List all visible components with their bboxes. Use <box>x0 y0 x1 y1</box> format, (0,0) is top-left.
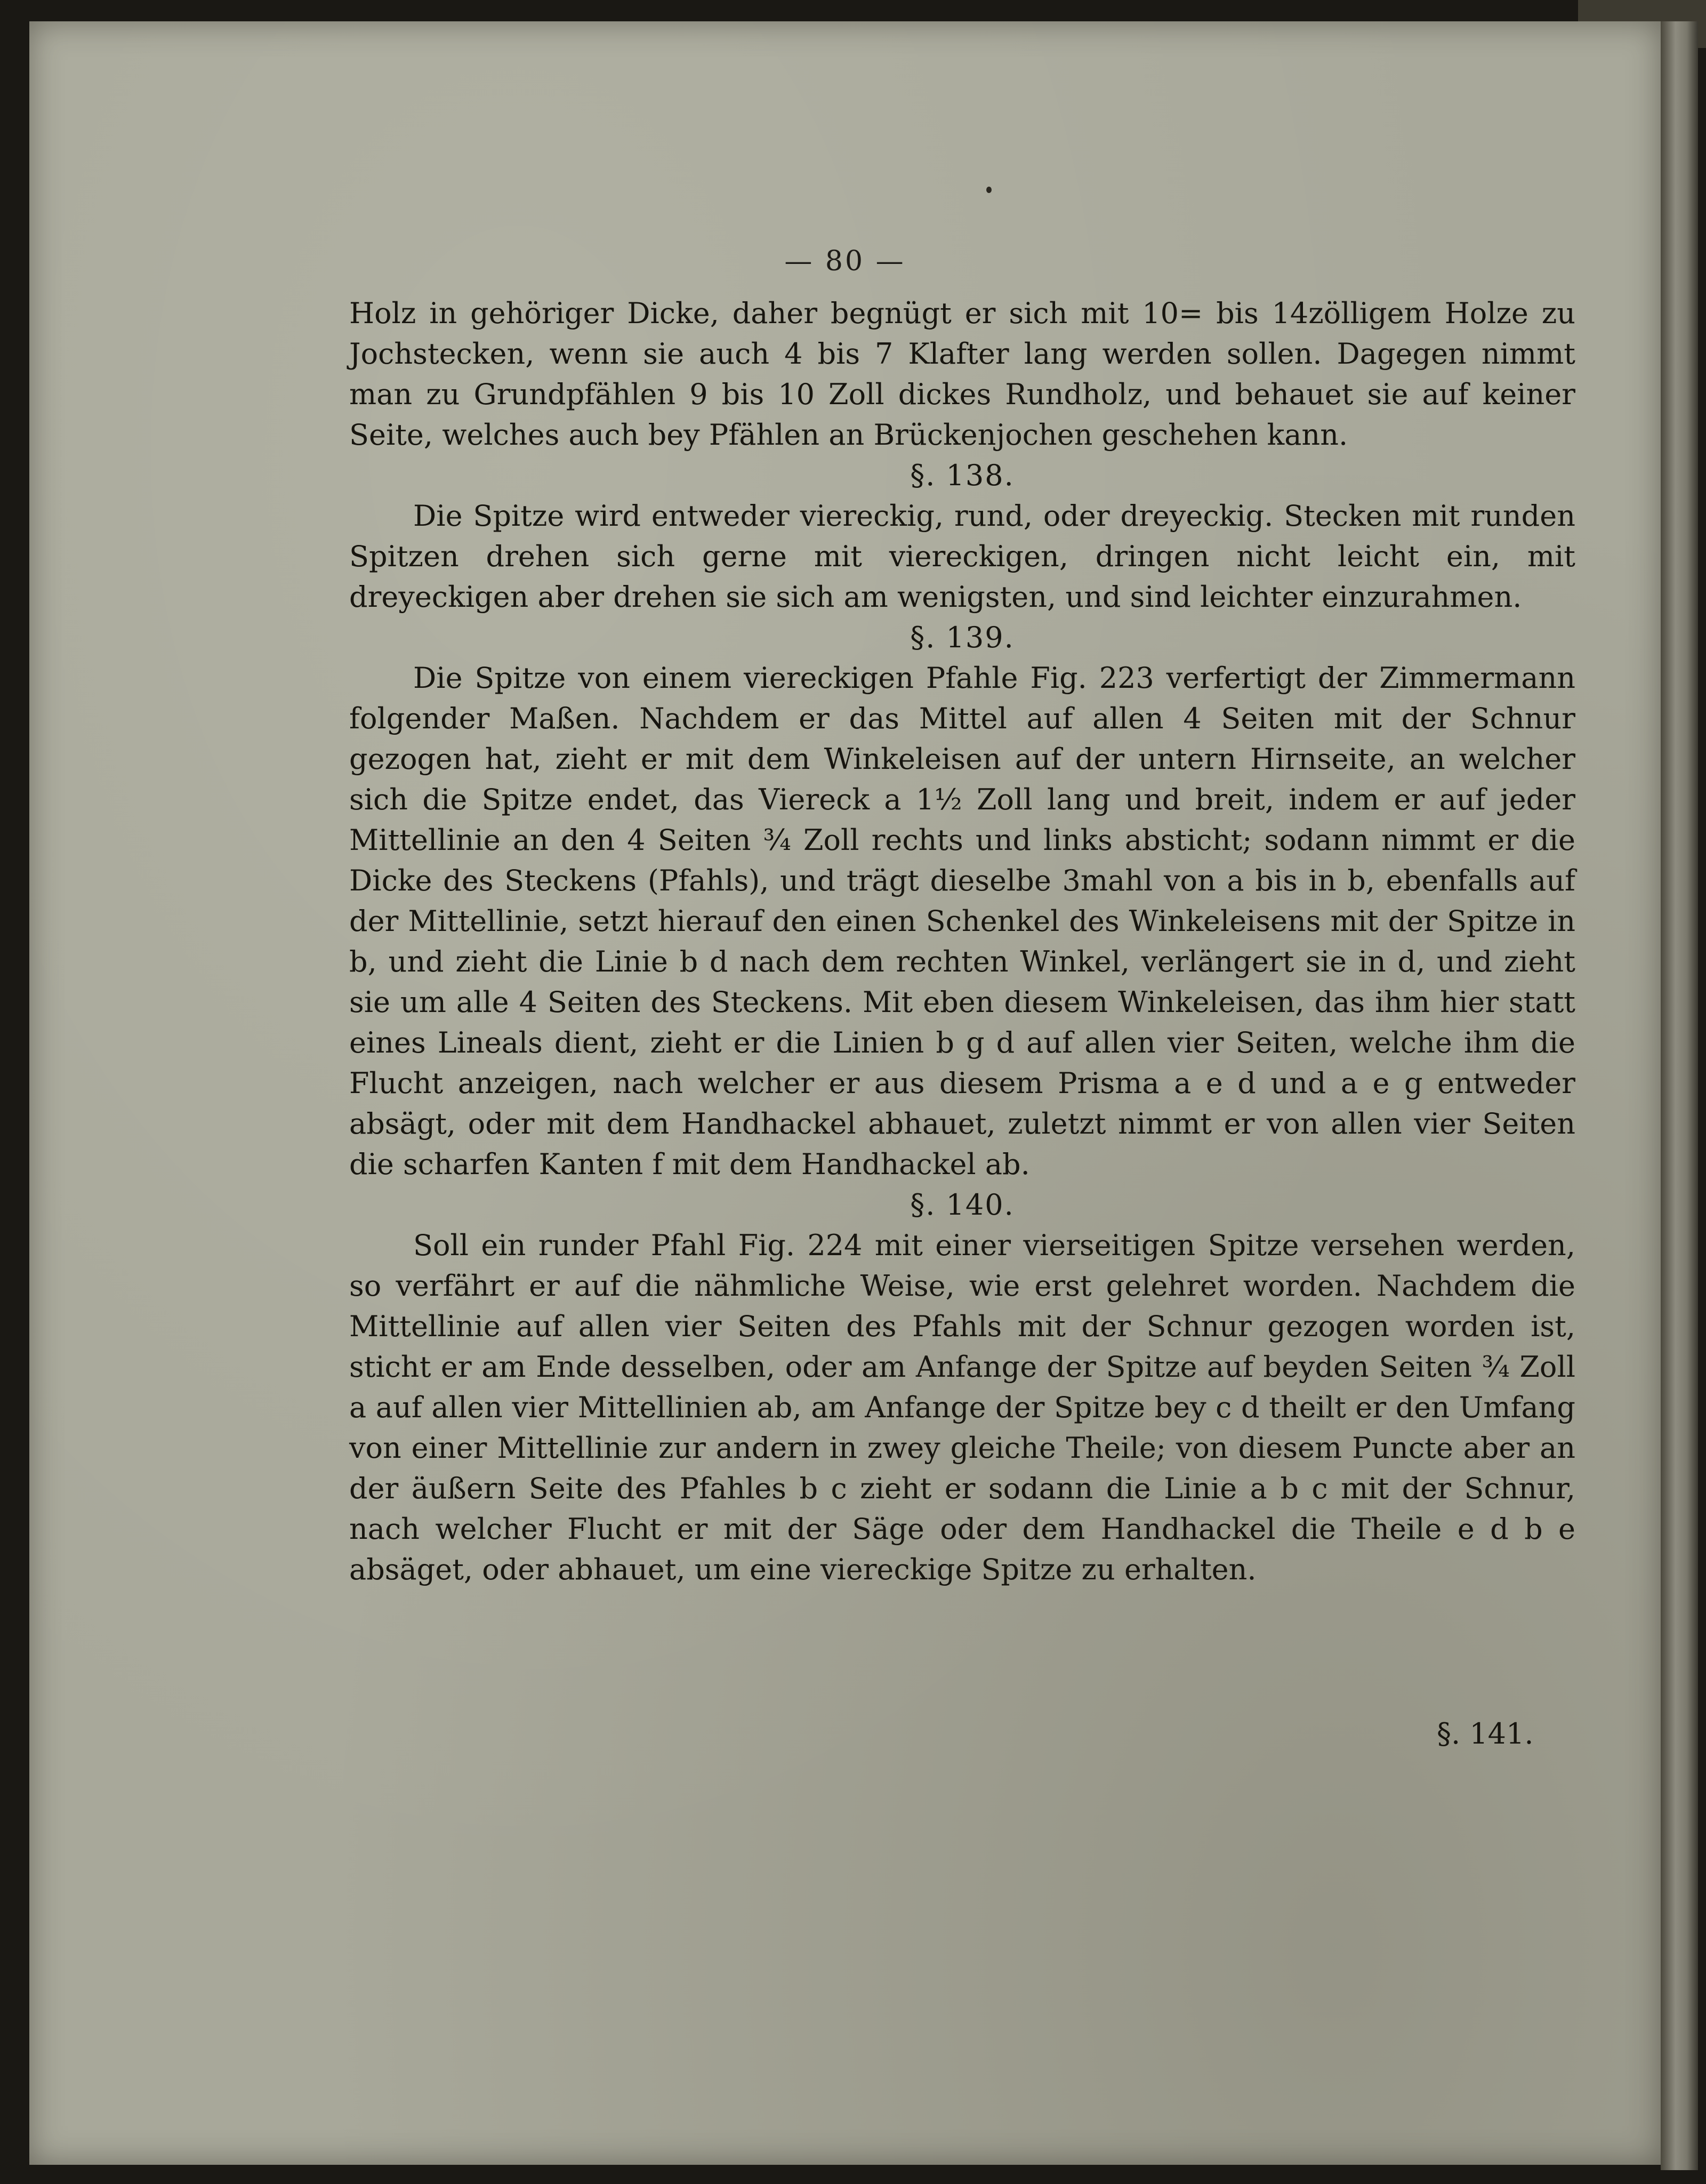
ink-spot <box>986 187 992 193</box>
page-edge <box>1661 21 1698 2170</box>
section-heading: §. 139. <box>910 621 1015 654</box>
paragraph: Holz in gehöriger Dicke, daher begnügt er sich mit 10= bis 14zölligem Holze zu Jochstecken, wenn sie auch 4 bis 7 Klafter lang werden sollen. Dagegen nimmt man zu Grundpfählen 9 bis 10 Zoll dickes Rundholz, und behauet sie auf keiner Seite, welches auch bey Pfählen an Brückenjochen geschehen kann. <box>349 296 1575 452</box>
body-text <box>349 293 1575 1590</box>
catchword: §. 141. <box>1437 1717 1534 1751</box>
section-heading: §. 140. <box>910 1188 1015 1222</box>
page-number: — 80 — <box>784 245 906 277</box>
paragraph: Die Spitze wird entweder viereckig, rund, oder dreyeckig. Stecken mit runden Spitzen drehen sich gerne mit viereckigen, dringen nicht leicht ein, mit dreyeckigen aber drehen sie sich am wenigsten, und sind leichter einzurahmen. <box>349 499 1575 614</box>
paragraph: Soll ein runder Pfahl Fig. 224 mit einer vierseitigen Spitze versehen werden, so verfährt er auf die nähmliche Weise, wie erst gelehret worden. Nachdem die Mittellinie auf allen vier Seiten des Pfahls mit der Schnur gezogen worden ist, sticht er am Ende desselben, oder am Anfange der Spitze auf beyden Seiten ¾ Zoll a auf allen vier Mittellinien ab, am Anfange der Spitze bey c d theilt er den Umfang von einer Mittellinie zur andern in zwey gleiche Theile; von diesem Puncte aber an der äußern Seite des Pfahles b c zieht er sodann die Linie a b c mit der Schnur, nach welcher Flucht er mit der Säge oder dem Handhackel die Theile e d b e absäget, oder abhauet, um eine viereckige Spitze zu erhalten. <box>349 1228 1575 1586</box>
document-page <box>29 21 1661 2165</box>
paragraph: Die Spitze von einem viereckigen Pfahle Fig. 223 verfertigt der Zimmermann folgender Maßen. Nachdem er das Mittel auf allen 4 Seiten mit der Schnur gezogen hat, zieht er mit dem Winkeleisen auf der untern Hirnseite, an welcher sich die Spitze endet, das Viereck a 1½ Zoll lang und breit, indem er auf jeder Mittellinie an den 4 Seiten ¾ Zoll rechts und links absticht; sodann nimmt er die Dicke des Steckens (Pfahls), und trägt dieselbe 3mahl von a bis in b, ebenfalls auf der Mittellinie, setzt hierauf den einen Schenkel des Winkeleisens mit der Spitze in b, und zieht die Linie b d nach dem rechten Winkel, verlängert sie in d, und zieht sie um alle 4 Seiten des Steckens. Mit eben diesem Winkeleisen, das ihm hier statt eines Lineals dient, zieht er die Linien b g d auf allen vier Seiten, welche ihm die Flucht anzeigen, nach welcher er aus diesem Prisma a e d und a e g entweder absägt, oder mit dem Handhackel abhauet, zuletzt nimmt er von allen vier Seiten die scharfen Kanten f mit dem Handhackel ab. <box>349 661 1575 1181</box>
section-heading: §. 138. <box>910 459 1015 492</box>
